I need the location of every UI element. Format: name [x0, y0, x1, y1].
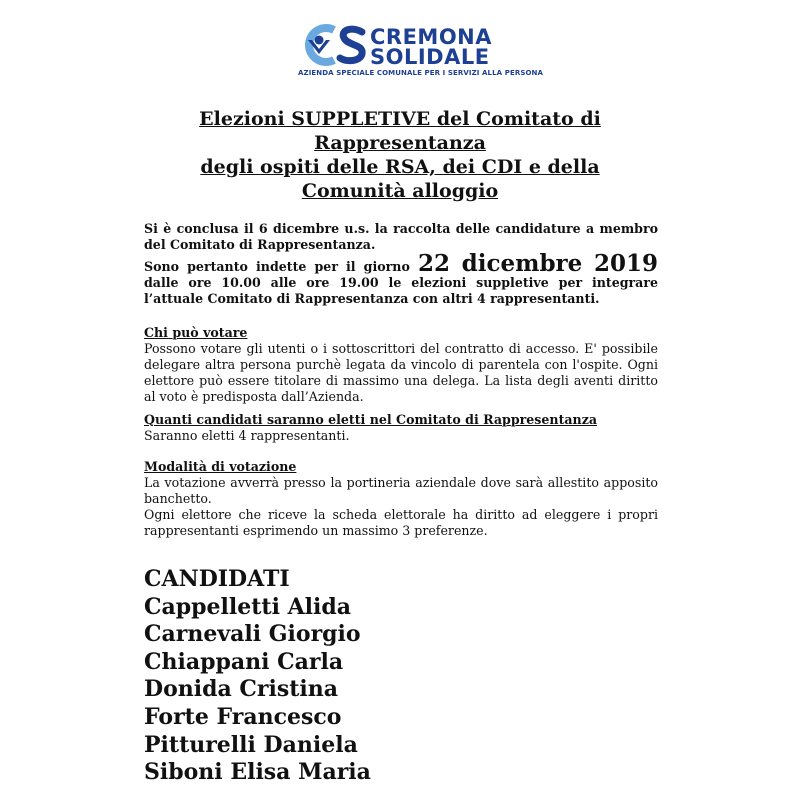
election-date-paragraph — [144, 250, 658, 307]
candidate-name: Cappelletti Alida — [144, 593, 352, 620]
page-title — [140, 107, 660, 203]
intro-paragraph: Si è conclusa il 6 dicembre u.s. la raccolta delle candidature a membro del Comitato di Rappresentanza. — [144, 221, 658, 252]
candidate-name: Chiappani Carla — [144, 648, 344, 675]
title-line-4: Comunità alloggio — [301, 180, 499, 202]
candidate-name: Carnevali Giorgio — [144, 621, 361, 648]
candidates-list — [144, 566, 371, 787]
title-line-3: degli ospiti delle RSA, dei CDI e della — [200, 156, 600, 178]
section-voting-mode — [144, 459, 658, 539]
date-text-after: dalle ore 10.00 alle ore 19.00 le elezioni suppletive per integrare l’attuale Comitato di Rappresentanza con altri 4 rappresentanti. — [144, 275, 658, 306]
brand-name-line2: SOLIDALE — [370, 45, 490, 69]
date-text-before: Sono pertanto indette per il giorno — [144, 259, 418, 274]
candidate-name: Siboni Elisa Maria — [144, 759, 371, 786]
cs-logo-icon — [298, 24, 368, 66]
title-line-1: Elezioni SUPPLETIVE del Comitato di — [199, 108, 601, 130]
section-heading: Chi può votare — [144, 325, 248, 340]
section-heading: Modalità di votazione — [144, 459, 297, 474]
logo — [298, 24, 543, 86]
section-elected-count — [144, 412, 658, 444]
section-text: La votazione avverrà presso la portineria aziendale dove sarà allestito apposito banchetto. — [144, 475, 658, 506]
title-line-2: Rappresentanza — [314, 132, 486, 154]
candidate-name: Donida Cristina — [144, 676, 339, 703]
section-text: Saranno eletti 4 rappresentanti. — [144, 428, 350, 443]
candidate-name: Forte Francesco — [144, 703, 342, 730]
section-heading: Quanti candidati saranno eletti nel Comitato di Rappresentanza — [144, 412, 598, 427]
brand-name-line1: CREMONA — [370, 25, 493, 49]
section-who-can-vote — [144, 325, 658, 405]
section-text: Possono votare gli utenti o i sottoscrittori del contratto di accesso. E' possibile delegare altra persona purchè legata da vincolo di parentela con l'ospite. Ogni elettore può essere titolare di massimo una delega. La lista degli aventi diritto al voto è predisposta dall’Azienda. — [144, 341, 658, 404]
brand-tagline: AZIENDA SPECIALE COMUNALE PER I SERVIZI ALLA PERSONA — [298, 69, 543, 77]
candidate-name: Pitturelli Daniela — [144, 731, 358, 758]
candidates-heading: CANDIDATI — [144, 566, 290, 592]
election-date: 22 dicembre 2019 — [417, 250, 658, 277]
section-text: Ogni elettore che riceve la scheda elettorale ha diritto ad eleggere i propri rappresentanti esprimendo un massimo 3 preferenze. — [144, 507, 658, 538]
